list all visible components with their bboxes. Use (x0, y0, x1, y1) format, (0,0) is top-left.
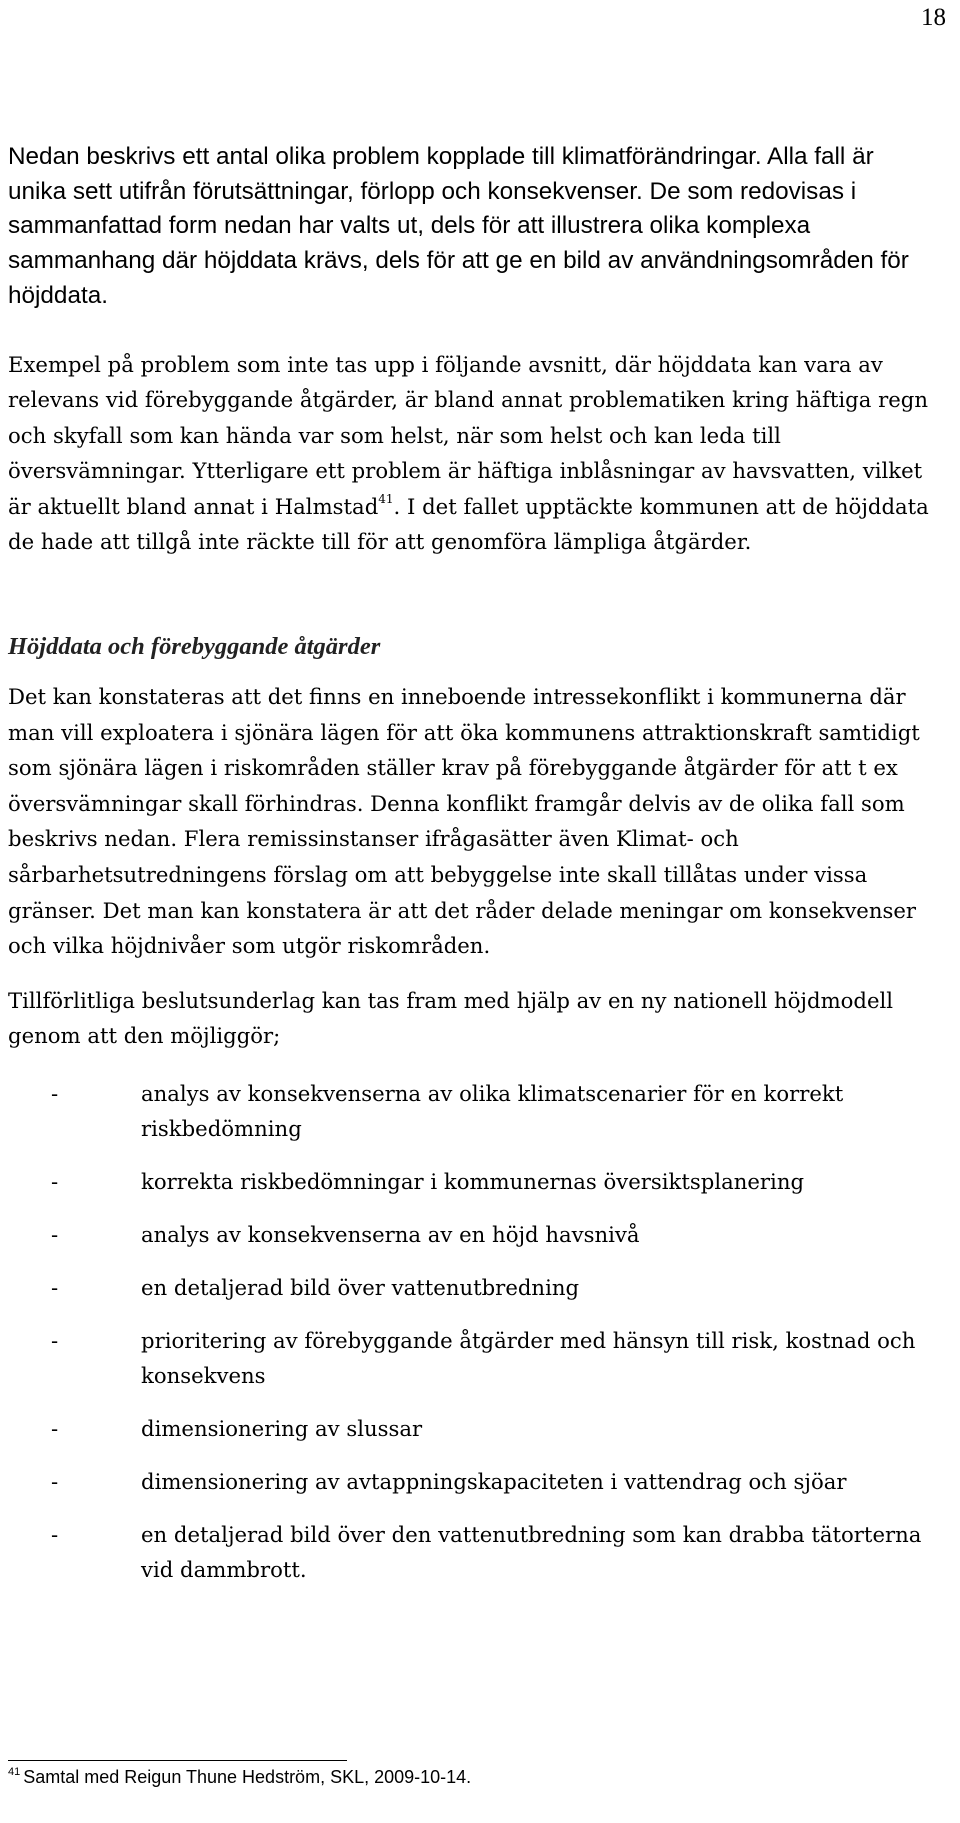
examples-paragraph (8, 347, 938, 561)
list-item (8, 1076, 938, 1146)
list-dash: - (51, 1222, 59, 1248)
list-item-text: prioritering av förebyggande åtgärder med hänsyn till risk, kostnad och konsekvens (141, 1328, 916, 1389)
list-item (8, 1517, 938, 1587)
intro-paragraph: Nedan beskrivs ett antal olika problem kopplade till klimatförändringar. Alla fall är unika sett utifrån förutsättningar, förlopp och konsekvenser. De som redovisas i sammanfattad form nedan har valts ut, dels för att illustrera olika komplexa sammanhang där höjddata krävs, dels för att ge en bild av användningsområden för höjddata. (8, 143, 909, 309)
footnote-text: Samtal med Reigun Thune Hedström, SKL, 2009-10-14. (23, 1767, 472, 1787)
list-item-text: dimensionering av avtappningskapaciteten i vattendrag och sjöar (141, 1469, 847, 1495)
list-item (8, 1164, 938, 1199)
list-item-text: korrekta riskbedömningar i kommunernas översiktsplanering (141, 1169, 805, 1195)
footnote-number: 41 (8, 1766, 21, 1778)
list-item (8, 1270, 938, 1305)
document-body (8, 140, 938, 1605)
list-item-text: analys av konsekvenserna av olika klimatscenarier för en korrekt riskbedömning (141, 1081, 844, 1142)
footnote (8, 1765, 471, 1789)
list-item (8, 1464, 938, 1499)
section-heading: Höjddata och förebyggande åtgärder (8, 633, 381, 661)
list-item-text: dimensionering av slussar (141, 1416, 423, 1442)
list-dash: - (51, 1081, 59, 1107)
footnote-divider (8, 1760, 347, 1761)
list-item-text: en detaljerad bild över den vattenutbredning som kan drabba tätorterna vid dammbrott. (141, 1522, 922, 1583)
list-item (8, 1411, 938, 1446)
benefits-list (8, 1076, 938, 1587)
list-dash: - (51, 1469, 59, 1495)
model-paragraph: Tillförlitliga beslutsunderlag kan tas fram med hjälp av en ny nationell höjdmodell genom att den möjliggör; (8, 987, 894, 1049)
list-dash: - (51, 1416, 59, 1442)
list-dash: - (51, 1328, 59, 1354)
conflict-paragraph: Det kan konstateras att det finns en inneboende intressekonflikt i kommunerna där man vill exploatera i sjönära lägen för att öka kommunens attraktionskraft samtidigt som sjönära lägen i riskområden ställer krav på förebyggande åtgärder för att t ex översvämningar skall förhindras. Denna konflikt framgår delvis av de olika fall som beskrivs nedan. Flera remissinstanser ifrågasätter även Klimat- och sårbarhetsutredningens förslag om att bebyggelse inte skall tillåtas under vissa gränser. Det man kan konstatera är att det råder delade meningar om konsekvenser och vilka höjdnivåer som utgör riskområden. (8, 684, 920, 959)
list-dash: - (51, 1522, 59, 1548)
page-number: 18 (921, 4, 946, 31)
list-item (8, 1217, 938, 1252)
examples-text-continued: . I det fallet upptäckte kommunen att de höjddata de hade att tillgå inte räckte till för att genomföra lämpliga åtgärder. (8, 493, 929, 555)
list-dash: - (51, 1275, 59, 1301)
list-dash: - (51, 1169, 59, 1195)
list-item (8, 1323, 938, 1393)
list-item-text: en detaljerad bild över vattenutbredning (141, 1275, 580, 1301)
list-item-text: analys av konsekvenserna av en höjd havsnivå (141, 1222, 640, 1248)
examples-text: Exempel på problem som inte tas upp i följande avsnitt, där höjddata kan vara av relevans vid förebyggande åtgärder, är bland annat problematiken kring häftiga regn och skyfall som kan hända var som helst, när som helst och kan leda till översvämningar. Ytterligare ett problem är häftiga inblåsningar av havsvatten, vilket är aktuellt bland annat i Halmstad (8, 351, 928, 519)
footnote-reference[interactable]: 41 (378, 491, 394, 506)
